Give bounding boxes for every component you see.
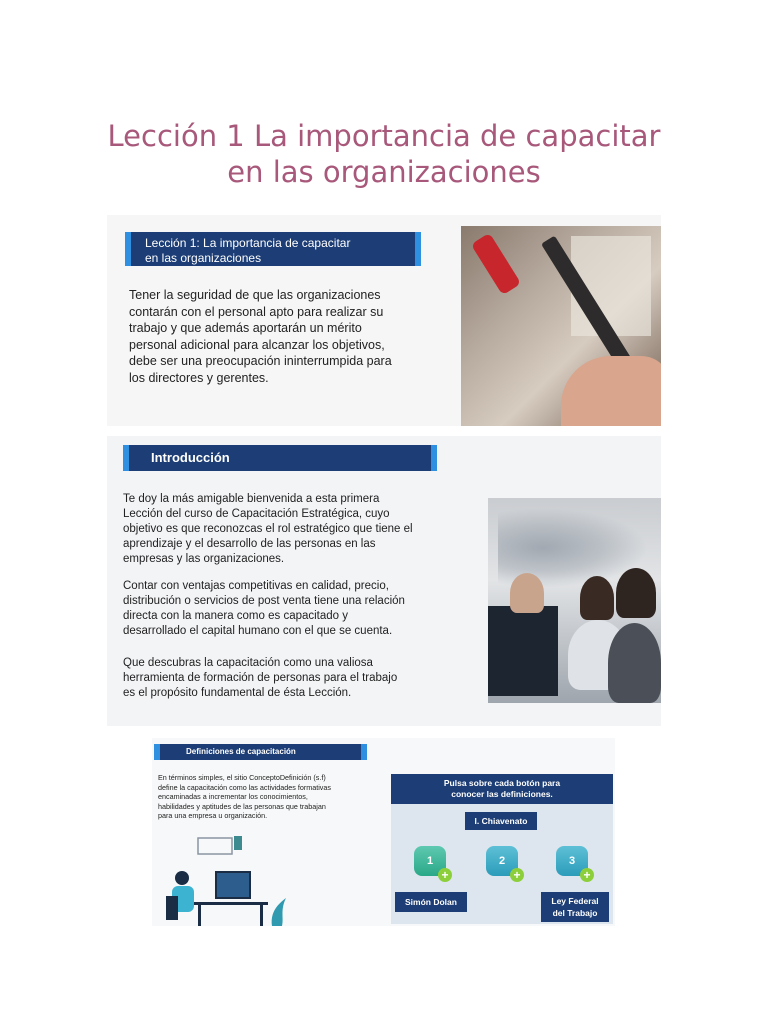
intro-line: Que descubras la capacitación como una valiosa xyxy=(123,657,373,669)
slide1-text-line: contarán con el personal apto para realizar su xyxy=(129,304,384,319)
slide1-text-line: Tener la seguridad de que las organizaciones xyxy=(129,288,381,302)
intro-line: directa con la manera como es capacitado y xyxy=(123,610,349,622)
ley-federal-line-2: del Trabajo xyxy=(552,908,598,918)
slide3-text-line: para una empresa u organización. xyxy=(158,811,268,820)
intro-line: objetivo es que reconozcas el rol estratégico que tiene el xyxy=(123,523,413,535)
simon-dolan-button[interactable]: Simón Dolan xyxy=(395,892,467,912)
office-team-photo xyxy=(488,498,661,703)
hand-shape xyxy=(561,356,661,426)
plus-icon: + xyxy=(438,868,452,882)
ley-federal-button[interactable] xyxy=(541,892,609,922)
desk-leg-shape xyxy=(198,905,201,926)
panel-title-line-2: conocer las definiciones. xyxy=(451,789,553,799)
slide3-text-line: define la capacitación como las actividades formativas xyxy=(158,782,331,792)
intro-line: Contar con ventajas competitivas en calidad, precio, xyxy=(123,580,389,592)
person-shape xyxy=(510,573,544,613)
slide3-banner: Definiciones de capacitación xyxy=(160,744,361,760)
intro-line: distribución o servicios de post venta tiene una relación xyxy=(123,595,405,607)
person-head-shape xyxy=(175,871,189,885)
slide1-text-line: personal adicional para alcanzar los objetivos, xyxy=(129,337,385,352)
slide3-text xyxy=(158,773,382,821)
chiavenato-button[interactable]: I. Chiavenato xyxy=(465,812,537,830)
person-shape xyxy=(580,576,614,620)
plant-shape xyxy=(272,898,286,926)
pen-cap-shape xyxy=(471,233,521,296)
slide2-banner: Introducción xyxy=(129,445,431,471)
slide1-text-line: trabajo y que además aportarán un mérito xyxy=(129,321,362,335)
definitions-panel xyxy=(391,774,613,924)
page-title-line-1: Lección 1 La importancia de capacitar xyxy=(107,119,661,153)
intro-paragraph-1 xyxy=(123,492,443,567)
slide-importance xyxy=(107,215,661,426)
panel-title xyxy=(391,774,613,804)
monitor-shape xyxy=(488,606,558,696)
slide1-text-line: debe ser una preocupación ininterrumpida para xyxy=(129,354,392,368)
definition-1-button[interactable] xyxy=(414,846,449,882)
definition-3-number: 3 xyxy=(568,855,576,867)
slide3-text-line: encaminadas a incrementar los conocimientos, xyxy=(158,792,308,801)
intro-line: Te doy la más amigable bienvenida a esta primera xyxy=(123,493,380,505)
intro-line: Lección del curso de Capacitación Estratégica, cuyo xyxy=(123,508,390,520)
plus-icon: + xyxy=(510,868,524,882)
plus-icon: + xyxy=(580,868,594,882)
slide-definitions xyxy=(152,738,615,926)
intro-line: desarrollado el capital humano con el que se cuenta. xyxy=(123,625,393,637)
definition-3-button[interactable] xyxy=(556,846,591,882)
chair-shape xyxy=(166,896,178,920)
desk-shape xyxy=(192,902,268,905)
ley-federal-line-1: Ley Federal xyxy=(551,896,599,906)
slide3-text-line: En términos simples, el sitio ConceptoDefinición (s.f) xyxy=(158,773,326,782)
slide-introduction xyxy=(107,436,661,726)
intro-line: aprendizaje y el desarrollo de las personas en las xyxy=(123,538,376,550)
desk-worker-illustration xyxy=(162,832,292,926)
slide1-banner-line-1: Lección 1: La importancia de capacitar xyxy=(145,236,351,250)
intro-line: empresas y las organizaciones. xyxy=(123,553,285,565)
intro-paragraph-3 xyxy=(123,656,443,701)
page-title xyxy=(0,118,768,190)
panel-title-line-1: Pulsa sobre cada botón para xyxy=(443,778,561,788)
slide1-text-line: los directores y gerentes. xyxy=(129,370,269,385)
slide1-banner xyxy=(131,232,415,266)
intro-line: herramienta de formación de personas para el trabajo xyxy=(123,672,398,684)
slide1-banner-line-2: en las organizaciones xyxy=(145,251,262,265)
intro-paragraph-2 xyxy=(123,579,443,639)
person-shape xyxy=(616,568,656,618)
shelf-shape xyxy=(198,838,232,854)
page-title-line-2: en las organizaciones xyxy=(227,155,541,189)
slide3-text-line: habilidades y aptitudes de las personas que trabajan xyxy=(158,801,326,811)
intro-line: es el propósito fundamental de ésta Lección. xyxy=(123,687,352,699)
definition-2-number: 2 xyxy=(498,855,506,867)
desk-leg-shape xyxy=(260,905,263,926)
person-shape xyxy=(608,623,661,703)
definition-2-button[interactable] xyxy=(486,846,521,882)
pen-hand-photo xyxy=(461,226,661,426)
computer-monitor-shape xyxy=(216,872,250,898)
plant-pot-shape xyxy=(234,836,242,850)
slide1-text xyxy=(129,287,429,386)
definition-1-number: 1 xyxy=(426,855,434,867)
